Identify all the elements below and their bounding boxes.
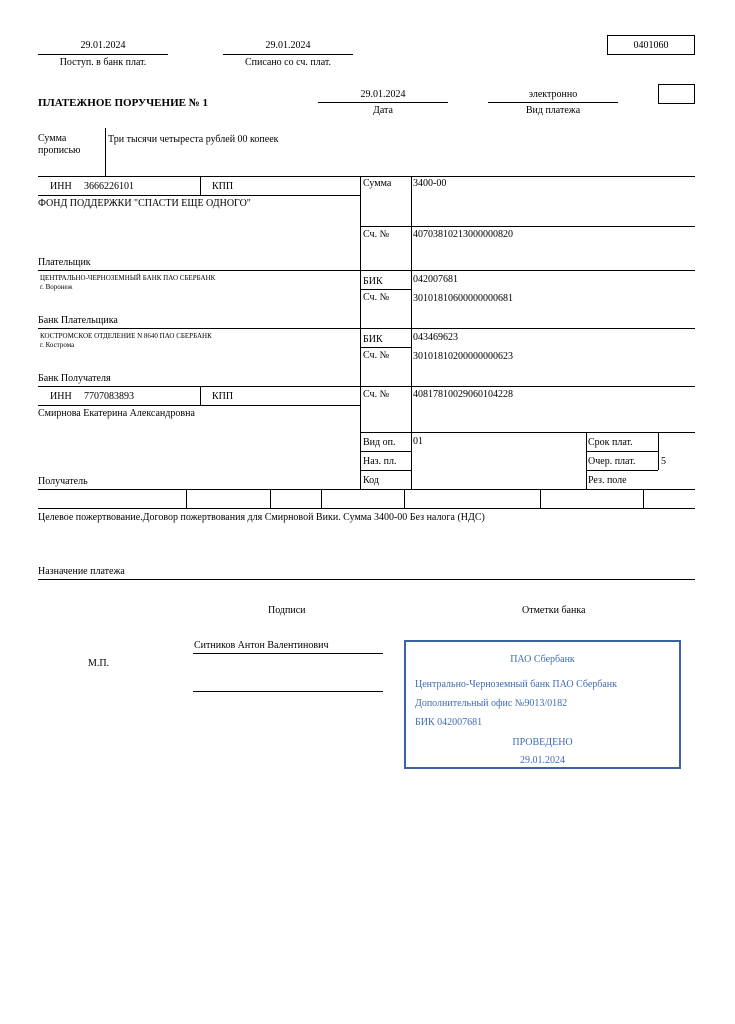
divider <box>360 470 411 471</box>
payee-inn: 7707083893 <box>84 391 134 402</box>
payer-bank-bik: 042007681 <box>413 274 458 285</box>
divider <box>411 176 412 489</box>
payee-bank-name: КОСТРОМСКОЕ ОТДЕЛЕНИЕ N 8640 ПАО СБЕРБАНК <box>40 332 212 340</box>
divider <box>186 489 187 508</box>
divider <box>643 489 644 508</box>
payer-inn-label: ИНН <box>50 181 72 192</box>
divider <box>360 347 411 348</box>
divider <box>200 386 201 405</box>
divider <box>38 176 695 177</box>
divider <box>38 405 360 406</box>
divider <box>658 432 659 470</box>
divider <box>38 270 695 271</box>
payer-bank-label: Банк Плательщика <box>38 315 118 326</box>
vid-op: 01 <box>413 436 423 447</box>
divider <box>38 489 695 490</box>
amount-words: Три тысячи четыреста рублей 00 копеек <box>108 134 279 145</box>
divider <box>360 451 411 452</box>
payee-bank-bik: 043469623 <box>413 332 458 343</box>
stamp-status: ПРОВЕДЕНО <box>512 737 573 748</box>
kod-label: Код <box>363 475 379 486</box>
page-title: ПЛАТЕЖНОЕ ПОРУЧЕНИЕ № 1 <box>38 97 209 109</box>
srok-label: Срок плат. <box>588 437 633 448</box>
amount-label: Сумма <box>363 178 392 189</box>
purpose-text: Целевое пожертвование.Договор пожертвования для Смирновой Вики. Сумма 3400-00 Без налога (НДС) <box>38 512 485 523</box>
payee-label: Получатель <box>38 476 88 487</box>
payee-account: 40817810029060104228 <box>413 389 513 400</box>
payee-account-label: Сч. № <box>363 389 390 400</box>
divider <box>360 432 695 433</box>
divider <box>223 54 353 55</box>
ocher-label: Очер. плат. <box>588 456 636 467</box>
order-date-label: Дата <box>373 105 393 116</box>
payment-type: электронно <box>528 89 578 100</box>
payee-inn-label: ИНН <box>50 391 72 402</box>
divider <box>200 176 201 195</box>
mp-label: М.П. <box>88 658 110 669</box>
payer-bank-city: г. Воронеж <box>40 283 73 291</box>
stamp-bank-name: ПАО Сбербанк <box>510 654 575 665</box>
signer-name: Ситников Антон Валентинович <box>194 640 329 651</box>
signature-line <box>193 691 383 692</box>
divider <box>38 195 360 196</box>
payer-label: Плательщик <box>38 257 91 268</box>
divider <box>586 432 587 489</box>
form-code: 0401060 <box>633 40 669 51</box>
payee-name: Смирнова Екатерина Александровна <box>38 408 195 419</box>
payee-bank-bik-label: БИК <box>363 334 383 345</box>
payer-account: 40703810213000000820 <box>413 229 513 240</box>
bank-marks-label: Отметки банка <box>522 605 586 616</box>
payment-type-label: Вид платежа <box>525 105 581 116</box>
bank-stamp <box>404 640 681 769</box>
payee-bank-city: г. Кострома <box>40 341 75 349</box>
divider <box>488 102 618 103</box>
date-received-label: Поступ. в банк плат. <box>59 57 147 68</box>
payer-inn: 3666226101 <box>84 181 134 192</box>
payer-bank-account-label: Сч. № <box>363 292 390 303</box>
date-debited-label: Списано со сч. плат. <box>244 57 332 68</box>
amount-words-label: Сумма <box>38 133 67 144</box>
payee-bank-account-label: Сч. № <box>363 350 390 361</box>
divider <box>38 508 695 509</box>
divider <box>38 386 695 387</box>
payer-bank-account: 30101810600000000681 <box>413 293 513 304</box>
divider <box>38 54 168 55</box>
purpose-label: Назначение платежа <box>38 566 125 577</box>
amount-words-label: прописью <box>38 145 81 156</box>
divider <box>360 289 411 290</box>
payee-bank-account: 30101810200000000623 <box>413 351 513 362</box>
divider <box>404 489 405 508</box>
stamp-date: 29.01.2024 <box>520 755 565 766</box>
divider <box>321 489 322 508</box>
divider <box>318 102 448 103</box>
divider <box>105 128 106 176</box>
order-date: 29.01.2024 <box>360 89 406 100</box>
divider <box>360 226 695 227</box>
divider <box>270 489 271 508</box>
divider <box>38 579 695 580</box>
stamp-branch: Центрально-Черноземный банк ПАО Сбербанк <box>415 679 618 690</box>
ocher-value: 5 <box>661 456 666 467</box>
stamp-office: Дополнительный офис №9013/0182 <box>415 698 568 709</box>
empty-code-box <box>658 84 695 104</box>
payer-name: ФОНД ПОДДЕРЖКИ "СПАСТИ ЕЩЕ ОДНОГО" <box>38 198 251 209</box>
vid-op-label: Вид оп. <box>363 437 396 448</box>
date-debited: 29.01.2024 <box>265 40 311 51</box>
divider <box>540 489 541 508</box>
payer-kpp-label: КПП <box>212 181 234 192</box>
signature-line <box>193 653 383 654</box>
payee-kpp-label: КПП <box>212 391 234 402</box>
rez-label: Рез. поле <box>588 475 627 486</box>
amount-value: 3400-00 <box>413 178 447 189</box>
divider <box>38 328 695 329</box>
payer-account-label: Сч. № <box>363 229 390 240</box>
stamp-bik: БИК 042007681 <box>415 717 483 728</box>
payer-bank-bik-label: БИК <box>363 276 383 287</box>
payer-bank-name: ЦЕНТРАЛЬНО-ЧЕРНОЗЕМНЫЙ БАНК ПАО СБЕРБАНК <box>40 274 216 282</box>
naz-pl-label: Наз. пл. <box>363 456 397 467</box>
payee-bank-label: Банк Получателя <box>38 373 111 384</box>
divider <box>586 451 658 452</box>
date-received: 29.01.2024 <box>80 40 126 51</box>
divider <box>360 176 361 489</box>
signatures-label: Подписи <box>268 605 306 616</box>
divider <box>586 470 658 471</box>
